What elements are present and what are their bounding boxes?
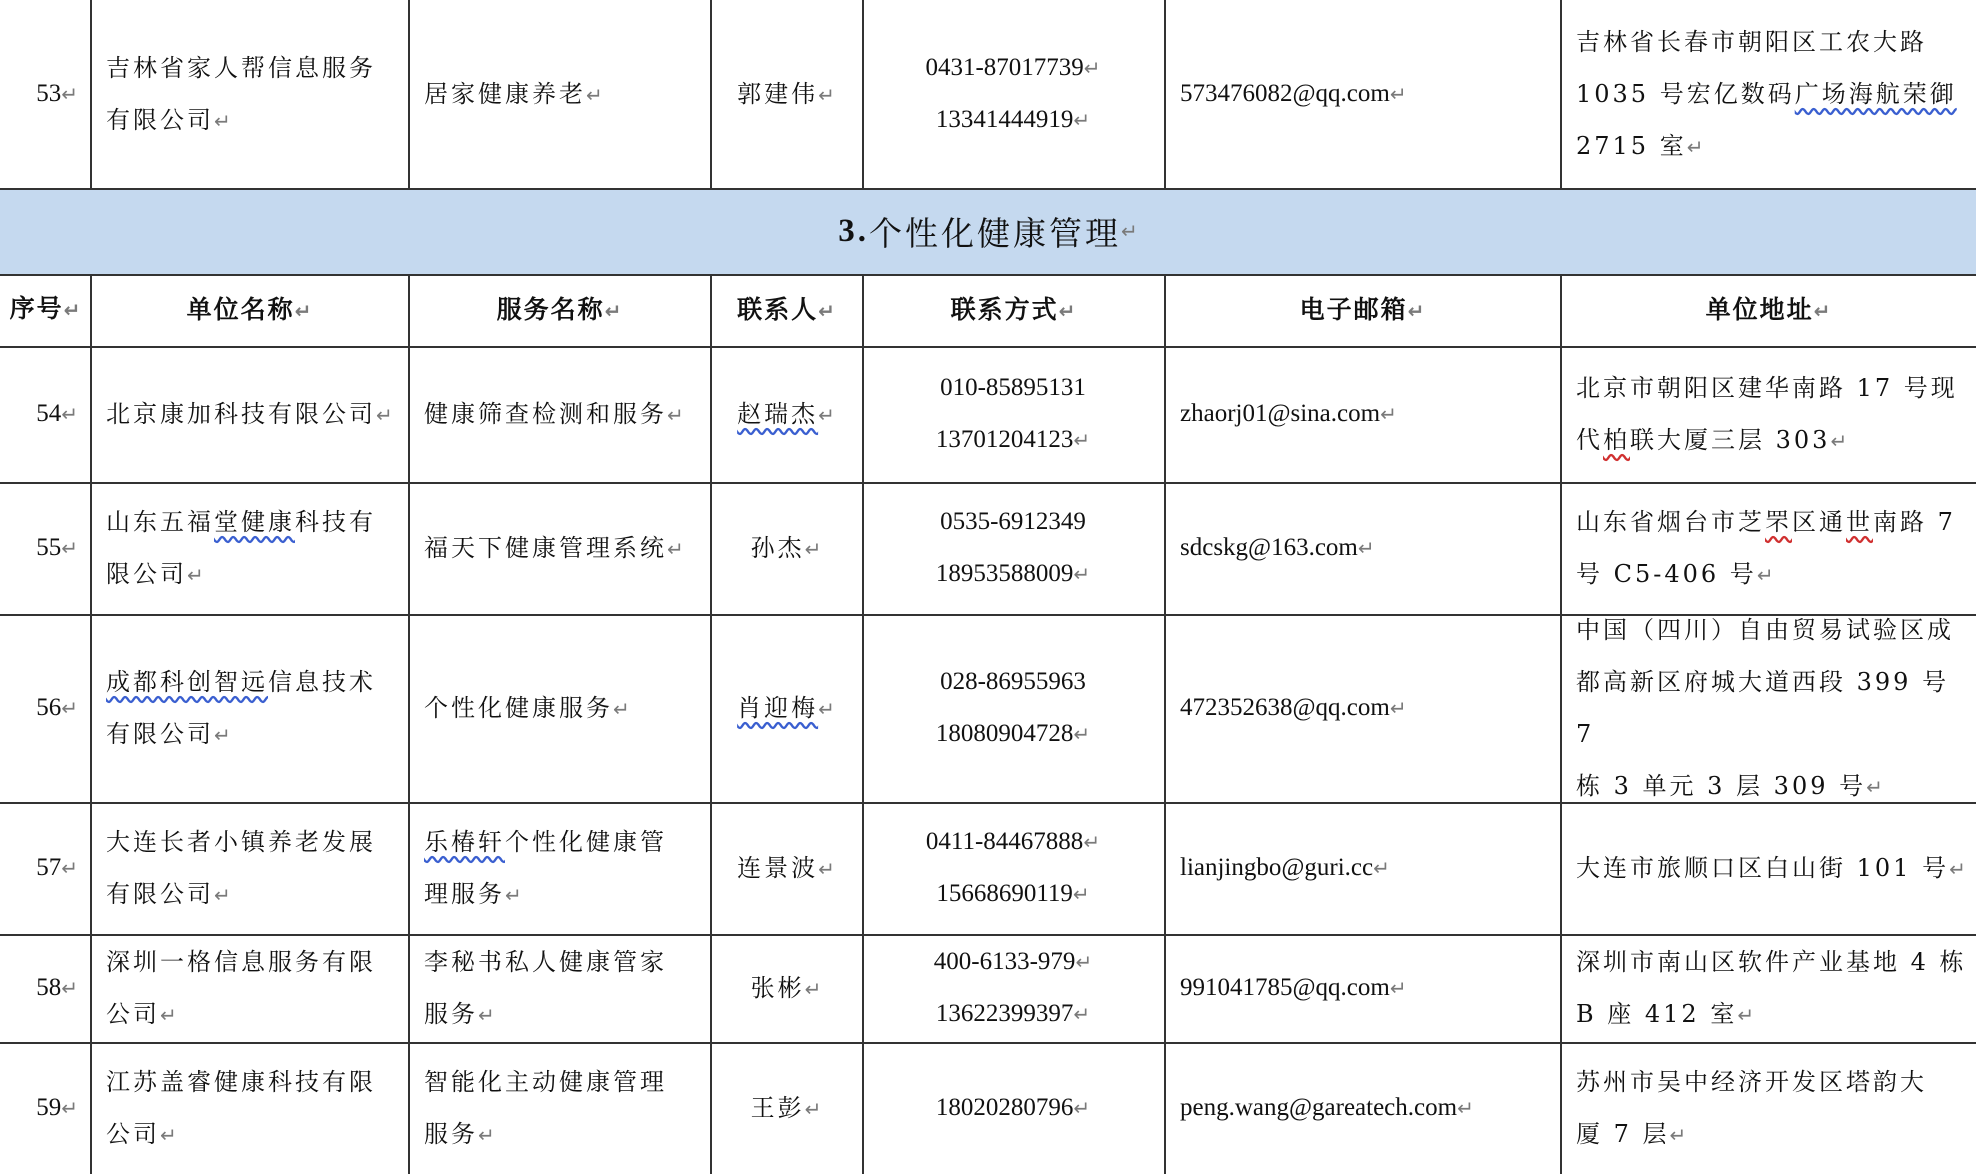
paragraph-mark-icon: ↵ (1669, 1122, 1687, 1147)
paragraph-mark-icon: ↵ (1073, 562, 1091, 586)
table-row-59-org: 江苏盖睿健康科技有限 公司↵ (106, 1067, 376, 1148)
paragraph-mark-icon: ↵ (61, 1096, 78, 1120)
paragraph-mark-icon: ↵ (1813, 298, 1831, 323)
table-row-59-email: peng.wang@gareatech.com↵ (1180, 1094, 1474, 1121)
paragraph-mark-icon: ↵ (478, 1002, 495, 1027)
column-header-org: 单位名称↵ (186, 294, 312, 324)
paragraph-mark-icon: ↵ (1073, 722, 1091, 746)
paragraph-mark-icon: ↵ (1120, 219, 1138, 243)
paragraph-mark-icon: ↵ (61, 856, 78, 880)
paragraph-mark-icon: ↵ (1389, 696, 1407, 720)
section-title (0, 188, 1976, 274)
paragraph-mark-icon: ↵ (604, 298, 622, 323)
row-divider (0, 188, 1976, 190)
paragraph-mark-icon: ↵ (63, 298, 81, 322)
table-row-57-contact: 连景波↵ (737, 853, 835, 882)
table-row-59-contact: 王彭↵ (750, 1093, 822, 1122)
paragraph-mark-icon: ↵ (1073, 1002, 1091, 1026)
table-row-53-service: 居家健康养老↵ (424, 79, 603, 108)
paragraph-mark-icon: ↵ (667, 536, 684, 561)
column-header-email: 电子邮箱↵ (1299, 294, 1425, 324)
paragraph-mark-icon: ↵ (1373, 856, 1390, 880)
table-row-55-phone: 0535-6912349 18953588009↵ (935, 508, 1091, 587)
table-row-56-service: 个性化健康服务↵ (424, 693, 630, 722)
paragraph-mark-icon: ↵ (586, 82, 603, 107)
table-row-53-seq: 53↵ (36, 80, 78, 107)
paragraph-mark-icon: ↵ (61, 82, 78, 106)
paragraph-mark-icon: ↵ (160, 1122, 177, 1147)
table-row-58-org: 深圳一格信息服务有限 公司↵ (106, 947, 376, 1028)
paragraph-mark-icon: ↵ (1949, 856, 1966, 881)
paragraph-mark-icon: ↵ (1380, 402, 1397, 426)
paragraph-mark-icon: ↵ (1389, 976, 1407, 1000)
column-header-service: 服务名称↵ (496, 294, 622, 324)
paragraph-mark-icon: ↵ (1075, 950, 1093, 974)
paragraph-mark-icon: ↵ (613, 696, 630, 721)
paragraph-mark-icon: ↵ (804, 1096, 822, 1121)
table-row-53-org: 吉林省家人帮信息服务 有限公司↵ (106, 53, 376, 134)
table-row-54-org: 北京康加科技有限公司↵ (106, 399, 393, 428)
table-row-56-email: 472352638@qq.com↵ (1180, 694, 1407, 721)
table-row-56-address: 中国（四川）自由贸易试验区成 都高新区府城大道西段 399 号 7 栋 3 单元 3 层 309 号↵ (1576, 615, 1960, 800)
paragraph-mark-icon: ↵ (1073, 428, 1091, 452)
paragraph-mark-icon: ↵ (1357, 536, 1375, 560)
table-row-58-phone: 400-6133-979↵ 13622399397↵ (933, 948, 1093, 1027)
table-row-57-seq: 57↵ (36, 854, 78, 881)
paragraph-mark-icon: ↵ (214, 722, 231, 747)
table-row-59-service: 智能化主动健康管理 服务↵ (424, 1067, 667, 1148)
table-row-58-address: 深圳市南山区软件产业基地 4 栋 B 座 412 室↵ (1576, 947, 1967, 1028)
paragraph-mark-icon: ↵ (1407, 298, 1425, 323)
table-row-54-email: zhaorj01@sina.com↵ (1180, 400, 1397, 427)
table-row-55-service: 福天下健康管理系统↵ (424, 533, 684, 562)
paragraph-mark-icon: ↵ (1083, 830, 1101, 854)
table-row-56-seq: 56↵ (36, 694, 78, 721)
paragraph-mark-icon: ↵ (1457, 1096, 1474, 1120)
paragraph-mark-icon: ↵ (505, 882, 522, 907)
section-title-text: 个性化健康管理 (868, 213, 1121, 253)
table-row-54-phone: 010-85895131 13701204123↵ (935, 374, 1091, 453)
paragraph-mark-icon: ↵ (804, 976, 822, 1001)
paragraph-mark-icon: ↵ (478, 1122, 495, 1147)
table-row-58-seq: 58↵ (36, 974, 78, 1001)
table-row-58-service: 李秘书私人健康管家 服务↵ (424, 947, 667, 1028)
table-row-56-contact: 肖迎梅↵ (737, 693, 835, 722)
table-row-58-email: 991041785@qq.com↵ (1180, 974, 1407, 1001)
table-row-53-phone: 0431-87017739↵ 13341444919↵ (925, 54, 1101, 133)
table-row-57-email: lianjingbo@guri.cc↵ (1180, 854, 1390, 881)
column-header-phone: 联系方式↵ (950, 294, 1076, 324)
table-row-53-contact: 郭建伟↵ (737, 79, 835, 108)
paragraph-mark-icon: ↵ (1083, 56, 1101, 80)
table-row-58-contact: 张彬↵ (750, 973, 822, 1002)
table-row-54-address: 北京市朝阳区建华南路 17 号现 代柏联大厦三层 303↵ (1576, 373, 1958, 454)
paragraph-mark-icon: ↵ (804, 536, 822, 561)
table-row-59-address: 苏州市吴中经济开发区塔韵大 厦 7 层↵ (1576, 1067, 1927, 1148)
table-row-57-address: 大连市旅顺口区白山街 101 号↵ (1576, 853, 1966, 882)
paragraph-mark-icon: ↵ (1686, 134, 1704, 159)
paragraph-mark-icon: ↵ (1737, 1002, 1755, 1027)
paragraph-mark-icon: ↵ (818, 82, 835, 107)
table-row-53-email: 573476082@qq.com↵ (1180, 80, 1407, 107)
table-row-54-service: 健康筛查检测和服务↵ (424, 399, 684, 428)
section-number: 3. (838, 212, 869, 249)
paragraph-mark-icon: ↵ (818, 856, 835, 881)
table-row-57-service: 乐椿轩个性化健康管 理服务↵ (424, 827, 667, 908)
paragraph-mark-icon: ↵ (61, 536, 78, 560)
paragraph-mark-icon: ↵ (160, 1002, 177, 1027)
table-row-59-seq: 59↵ (36, 1094, 78, 1121)
table-row-54-seq: 54↵ (36, 400, 78, 427)
column-header-seq: 序号↵ (9, 296, 81, 323)
paragraph-mark-icon: ↵ (61, 696, 78, 720)
table-row-55-email: sdcskg@163.com↵ (1180, 534, 1375, 561)
table-row-57-phone: 0411-84467888↵ 15668690119↵ (925, 828, 1101, 907)
table-row-55-contact: 孙杰↵ (750, 533, 822, 562)
paragraph-mark-icon: ↵ (1756, 562, 1774, 587)
paragraph-mark-icon: ↵ (294, 298, 312, 323)
table-row-53-address: 吉林省长春市朝阳区工农大路 1035 号宏亿数码广场海航荣御 2715 室↵ (1576, 27, 1957, 160)
paragraph-mark-icon: ↵ (1830, 428, 1848, 453)
column-header-address: 单位地址↵ (1705, 294, 1831, 324)
paragraph-mark-icon: ↵ (61, 976, 78, 1000)
table-row-55-address: 山东省烟台市芝罘区通世南路 7 号 C5-406 号↵ (1576, 507, 1956, 588)
table-row-57-org: 大连长者小镇养老发展 有限公司↵ (106, 827, 376, 908)
table-row-59-phone: 18020280796↵ (935, 1094, 1091, 1121)
paragraph-mark-icon: ↵ (1058, 298, 1076, 323)
table-row-55-seq: 55↵ (36, 534, 78, 561)
paragraph-mark-icon: ↵ (61, 402, 78, 426)
paragraph-mark-icon: ↵ (1072, 882, 1090, 906)
paragraph-mark-icon: ↵ (1073, 108, 1091, 132)
paragraph-mark-icon: ↵ (818, 298, 835, 323)
table-row-56-phone: 028-86955963 18080904728↵ (935, 668, 1091, 747)
table-row-56-org: 成都科创智远信息技术 有限公司↵ (106, 667, 376, 748)
paragraph-mark-icon: ↵ (214, 108, 231, 133)
paragraph-mark-icon: ↵ (376, 402, 393, 427)
table-row-55-org: 山东五福堂健康科技有 限公司↵ (106, 507, 376, 588)
paragraph-mark-icon: ↵ (1389, 82, 1407, 106)
paragraph-mark-icon: ↵ (1866, 774, 1883, 799)
column-header-contact: 联系人↵ (737, 294, 835, 324)
paragraph-mark-icon: ↵ (1073, 1096, 1091, 1120)
paragraph-mark-icon: ↵ (818, 402, 835, 427)
paragraph-mark-icon: ↵ (214, 882, 231, 907)
paragraph-mark-icon: ↵ (187, 562, 204, 587)
table-row-54-contact: 赵瑞杰↵ (737, 399, 835, 428)
paragraph-mark-icon: ↵ (818, 696, 835, 721)
paragraph-mark-icon: ↵ (667, 402, 684, 427)
